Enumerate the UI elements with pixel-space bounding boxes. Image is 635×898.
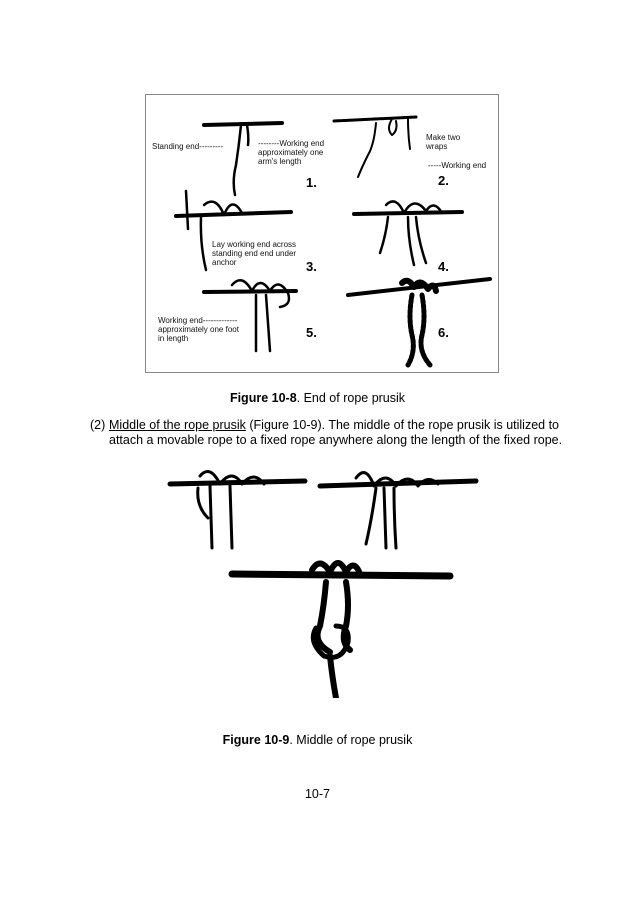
figure-10-9-bottom-knot — [232, 563, 450, 698]
page-number: 10-7 — [304, 787, 331, 801]
paragraph-title: Middle of the rope prusik — [109, 418, 246, 432]
label-working-end-one-foot: Working end------------- approximately one foot in length — [158, 316, 239, 343]
label-lay-working-end: Lay working end across standing end end under anchor — [212, 240, 297, 267]
label-standing-end: Standing end--------- — [152, 142, 224, 151]
paragraph-marker: (2) — [90, 418, 106, 432]
step-number-5: 5. — [306, 325, 317, 340]
step-number-6: 6. — [438, 325, 449, 340]
figure-10-8-caption — [0, 391, 635, 405]
figure-10-9-right-rope — [320, 473, 476, 548]
figure-10-8-caption-text: . End of rope prusik — [296, 391, 406, 405]
label-working-end-arm-length: --------Working end approximately one arm's length — [258, 139, 325, 166]
label-make-two-wraps: Make two wraps — [426, 133, 461, 151]
figure-10-9-drawing — [160, 466, 480, 698]
step-6-rope — [348, 279, 490, 365]
figure-10-9-illustration — [160, 466, 480, 698]
figure-10-9-caption-label: Figure 10-9 — [222, 733, 290, 747]
paragraph-middle-of-rope-prusik — [90, 418, 570, 448]
figure-10-8-caption-label: Figure 10-8 — [229, 391, 297, 405]
step-number-4: 4. — [438, 259, 449, 274]
step-number-1: 1. — [306, 175, 317, 190]
step-2-rope — [334, 117, 416, 177]
figure-10-9-caption — [0, 733, 635, 747]
label-working-end-2: -----Working end — [428, 161, 487, 170]
figure-10-9-left-rope — [170, 472, 305, 549]
figure-10-9-caption-text: . Middle of rope prusik — [289, 733, 413, 747]
figure-10-8-illustration — [145, 94, 499, 373]
step-number-3: 3. — [306, 259, 317, 274]
paragraph-text: (Figure 10-9). The middle of the rope prusik is utilized to attach a movable rope to a fixed rope anywhere along the length of the fixed rope. — [109, 418, 563, 447]
step-number-2: 2. — [438, 173, 449, 188]
step-4-rope — [354, 201, 462, 265]
